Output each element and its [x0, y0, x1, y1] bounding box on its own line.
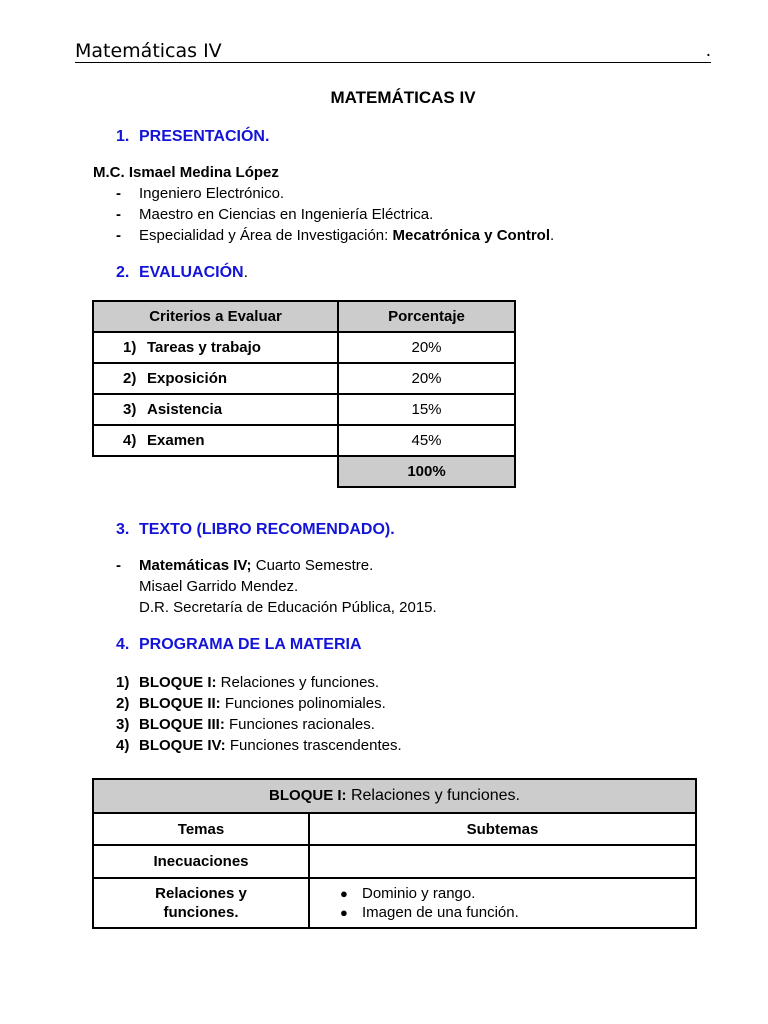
block-title-label: BLOQUE I:	[269, 787, 347, 804]
program-item-label: BLOQUE IV:	[139, 737, 226, 754]
section-title: EVALUACIÓN	[139, 264, 244, 281]
block-title-desc: Relaciones y funciones.	[346, 787, 520, 804]
column-header-criteria: Criterios a Evaluar	[93, 301, 338, 332]
program-item-desc: Relaciones y funciones.	[216, 674, 380, 691]
program-item	[139, 737, 402, 754]
book-title-line	[139, 557, 373, 574]
criterion-cell	[93, 363, 338, 394]
program-item-number: 1)	[116, 674, 130, 691]
column-header-percentage: Porcentaje	[338, 301, 515, 332]
program-item-label: BLOQUE II:	[139, 695, 221, 712]
book-author: Misael Garrido Mendez.	[139, 578, 299, 595]
percentage-cell: 15%	[338, 394, 515, 425]
section-title-tail: .	[243, 264, 249, 281]
program-item-label: BLOQUE I:	[139, 674, 217, 691]
empty-cell	[93, 456, 338, 487]
presenter-item-3-text: Especialidad y Área de Investigación:	[139, 227, 393, 244]
presenter-item-3-bold: Mecatrónica y Control	[392, 227, 551, 244]
section-number: 2.	[116, 264, 130, 281]
presenter-item-3-end: .	[550, 227, 555, 244]
page-header	[75, 40, 711, 63]
criterion-cell	[93, 332, 338, 363]
program-item-number: 3)	[116, 716, 130, 733]
presenter-name: M.C. Ismael Medina López	[93, 164, 279, 181]
program-item	[139, 716, 375, 733]
block-title-row	[93, 779, 696, 813]
criterion-number: 1)	[123, 339, 137, 356]
presenter-item-3	[139, 227, 554, 244]
criterion-label: Examen	[147, 432, 205, 449]
section-number: 3.	[116, 521, 130, 538]
subtemas-cell	[309, 878, 696, 928]
list-bullet: -	[116, 206, 121, 223]
criterion-label: Tareas y trabajo	[147, 339, 261, 356]
book-semester: Cuarto Semestre.	[251, 557, 374, 574]
table-header-row	[93, 813, 696, 845]
list-item: ● Dominio y rango.	[362, 884, 695, 903]
program-item	[139, 674, 379, 691]
subtemas-cell	[309, 845, 696, 878]
tema-cell: Inecuaciones	[93, 845, 309, 878]
percentage-cell: 20%	[338, 332, 515, 363]
book-publisher: D.R. Secretaría de Educación Pública, 2015.	[139, 599, 437, 616]
total-percentage-cell: 100%	[338, 456, 515, 487]
percentage-cell: 20%	[338, 363, 515, 394]
block-table	[92, 778, 697, 929]
list-bullet: -	[116, 557, 121, 574]
list-bullet: -	[116, 185, 121, 202]
criterion-number: 2)	[123, 370, 137, 387]
book-title: Matemáticas IV;	[139, 557, 252, 574]
header-trailing-dot: .	[705, 40, 711, 61]
section-heading-presentacion	[116, 128, 269, 146]
percentage-cell: 45%	[338, 425, 515, 456]
tema-cell: Relaciones y funciones.	[93, 878, 309, 928]
program-item-desc: Funciones racionales.	[224, 716, 375, 733]
table-header-row	[93, 301, 515, 332]
program-item-desc: Funciones trascendentes.	[225, 737, 402, 754]
table-row	[93, 363, 515, 394]
document-title: MATEMÁTICAS IV	[330, 88, 476, 107]
table-row	[93, 394, 515, 425]
criterion-number: 4)	[123, 432, 137, 449]
header-title: Matemáticas IV	[75, 40, 222, 62]
criterion-cell	[93, 425, 338, 456]
total-row	[93, 456, 515, 487]
program-item-label: BLOQUE III:	[139, 716, 225, 733]
evaluation-table	[92, 300, 516, 488]
column-header-subtemas: Subtemas	[309, 813, 696, 845]
criterion-label: Asistencia	[147, 401, 223, 418]
section-heading-programa	[116, 636, 362, 654]
list-item: ● Imagen de una función.	[362, 903, 695, 922]
table-row	[93, 878, 696, 928]
table-row	[93, 425, 515, 456]
section-title: TEXTO (LIBRO RECOMENDADO).	[139, 521, 395, 538]
section-title: PRESENTACIÓN.	[139, 128, 270, 145]
criterion-label: Exposición	[147, 370, 228, 387]
section-title: PROGRAMA DE LA MATERIA	[139, 636, 362, 653]
presenter-item-1: Ingeniero Electrónico.	[139, 185, 285, 202]
section-number: 4.	[116, 636, 130, 653]
list-bullet: -	[116, 227, 121, 244]
presenter-item-2: Maestro en Ciencias en Ingeniería Eléctrica.	[139, 206, 434, 223]
subtemas-list	[310, 884, 695, 922]
section-heading-evaluacion	[116, 264, 248, 282]
criterion-cell	[93, 394, 338, 425]
table-row	[93, 332, 515, 363]
column-header-temas: Temas	[93, 813, 309, 845]
program-item-number: 2)	[116, 695, 130, 712]
block-title-cell	[93, 779, 696, 813]
program-item	[139, 695, 386, 712]
program-item-number: 4)	[116, 737, 130, 754]
section-heading-texto	[116, 521, 395, 539]
criterion-number: 3)	[123, 401, 137, 418]
table-row	[93, 845, 696, 878]
program-item-desc: Funciones polinomiales.	[220, 695, 386, 712]
section-number: 1.	[116, 128, 130, 145]
